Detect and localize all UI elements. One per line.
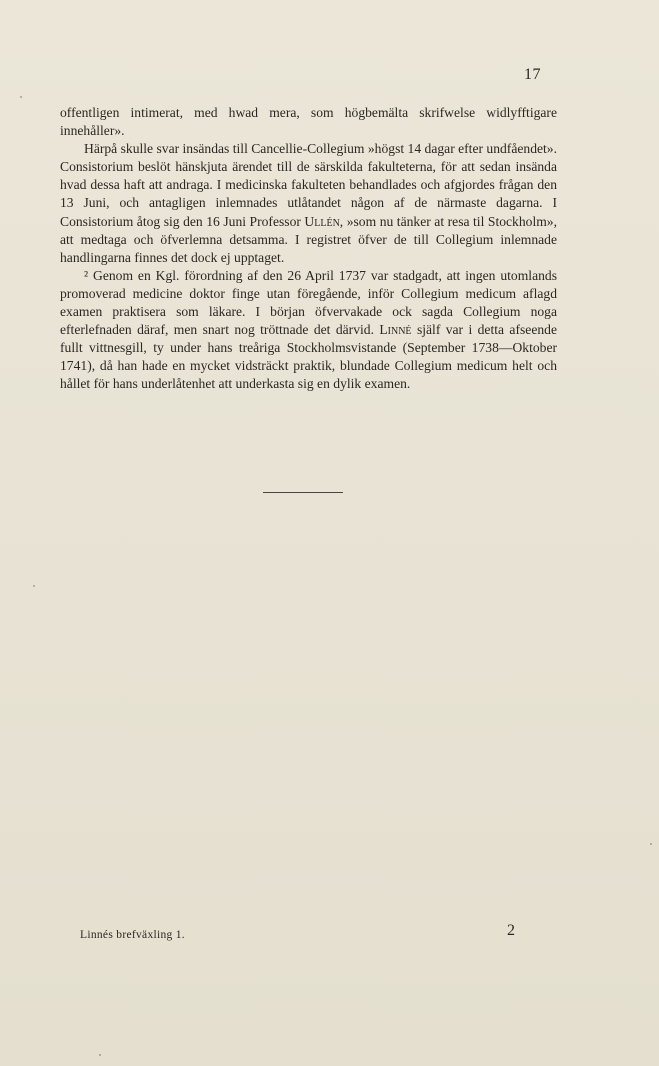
body-text [60,104,557,394]
footer-sheet-number: 2 [507,922,515,939]
paper-speck [99,1054,101,1056]
section-divider [263,492,343,493]
paper-speck [20,96,22,98]
paragraph-response-text: Härpå skulle svar insändas till Cancellie-Collegium »högst 14 dagar efter undfåendet». Consistorium beslöt hänskjuta ärendet till de särskilda fakulteterna, för att sedan insända hvad dessa haft att andraga. I medicinska fakulteten behandlades och afgjordes frågan den 13 Juni, och antagligen inlemnades utlåtandet någon af de närmaste dagarna. I Consistorium åtog sig den 16 Juni Professor [60,141,558,229]
page-number: 17 [524,66,541,83]
paragraph-quote-end: offentligen intimerat, med hwad mera, som högbemälta skrifwelse widlyfftigare innehåller». [60,105,557,139]
person-name-ullen: Ullén [304,213,340,229]
paper-speck [650,843,652,845]
person-name-linne: Linné [379,322,412,338]
paper-speck [33,585,35,587]
paragraph-response-tail: , »som nu tänker at resa til Stockholm», att medtaga och öfverlemna detsamma. I registret öfver de till Collegium inlemnade handlingarna finnes det dock ej upptaget. [60,213,557,265]
footnote-text: Genom en Kgl. förordning af den 26 April 1737 var stadgadt, att ingen utomlands promoverad medicine doktor finge utan föregående, inför Collegium medicum aflagd examen praktisera som läkare. I början öfvervakade ock sagda Collegium noga efterlefnaden däraf, men snart nog tröttnade det därvid. [60,267,557,338]
footnote-tail: själf var i detta afseende fullt vittnesgill, ty under hans treåriga Stockholmsvistande (September 1738—Oktober 1741), då han hade en mycket vidsträckt praktik, blundade Collegium medicum helt och hållet för hans underlåtenhet att underkasta sig en dylik examen. [60,322,557,392]
footer-signature: Linnés brefväxling 1. [80,929,185,941]
paragraph-response [60,140,557,267]
footnote-marker: ² [84,267,89,283]
footnote-2 [60,267,557,394]
